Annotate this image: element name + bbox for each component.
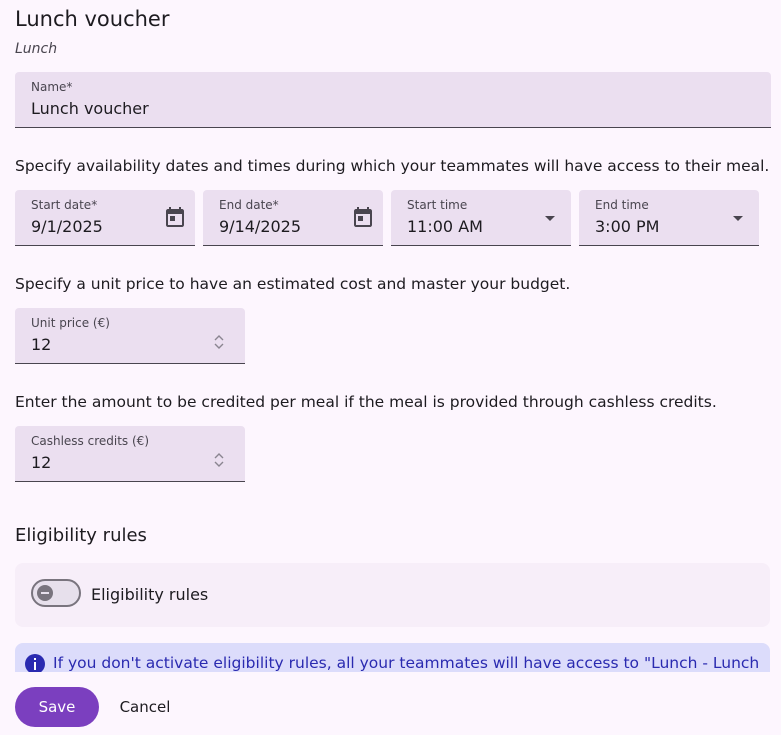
start-date-value[interactable]: 9/1/2025 (31, 217, 103, 236)
unit-price-hint: Specify a unit price to have an estimated cost and master your budget. (15, 275, 571, 293)
name-field[interactable] (15, 72, 771, 128)
unit-price-field[interactable] (15, 308, 245, 364)
end-time-select[interactable] (579, 190, 759, 246)
start-time-label: Start time (407, 198, 468, 212)
unit-price-label: Unit price (€) (31, 316, 110, 330)
eligibility-toggle-switch[interactable] (31, 579, 81, 607)
save-button[interactable]: Save (15, 687, 99, 727)
dropdown-arrow-icon[interactable] (538, 206, 562, 230)
end-time-label: End time (595, 198, 649, 212)
start-date-label: Start date* (31, 198, 98, 212)
number-stepper-icon[interactable] (211, 451, 227, 469)
end-date-field[interactable] (203, 190, 383, 246)
eligibility-toggle-card (15, 563, 770, 627)
eligibility-info-text: If you don't activate eligibility rules, all your teammates will have access to "Lunch - Lunch (53, 654, 760, 672)
page-title: Lunch voucher (15, 7, 170, 31)
dropdown-arrow-icon[interactable] (726, 206, 750, 230)
end-date-label: End date* (219, 198, 279, 212)
cancel-button[interactable]: Cancel (107, 687, 183, 727)
eligibility-toggle-label: Eligibility rules (91, 585, 209, 604)
info-icon (25, 654, 45, 674)
footer-actions (0, 672, 781, 735)
availability-hint: Specify availability dates and times during which your teammates will have access to their meal. (15, 157, 770, 175)
start-date-field[interactable] (15, 190, 195, 246)
end-date-value[interactable]: 9/14/2025 (219, 217, 302, 236)
cashless-credits-value[interactable]: 12 (31, 453, 52, 472)
page-subtitle: Lunch (15, 41, 58, 57)
calendar-icon[interactable] (163, 205, 187, 229)
cashless-credits-label: Cashless credits (€) (31, 434, 149, 448)
unit-price-value[interactable]: 12 (31, 335, 52, 354)
calendar-icon[interactable] (351, 205, 375, 229)
toggle-off-icon (37, 585, 53, 601)
number-stepper-icon[interactable] (211, 333, 227, 351)
start-time-select[interactable] (391, 190, 571, 246)
eligibility-section-title: Eligibility rules (15, 525, 147, 546)
name-field-value[interactable]: Lunch voucher (31, 99, 149, 118)
start-time-value[interactable]: 11:00 AM (407, 217, 483, 236)
end-time-value[interactable]: 3:00 PM (595, 217, 660, 236)
cashless-credits-field[interactable] (15, 426, 245, 482)
name-field-label: Name* (31, 80, 73, 94)
cashless-hint: Enter the amount to be credited per meal if the meal is provided through cashless credits. (15, 393, 717, 411)
